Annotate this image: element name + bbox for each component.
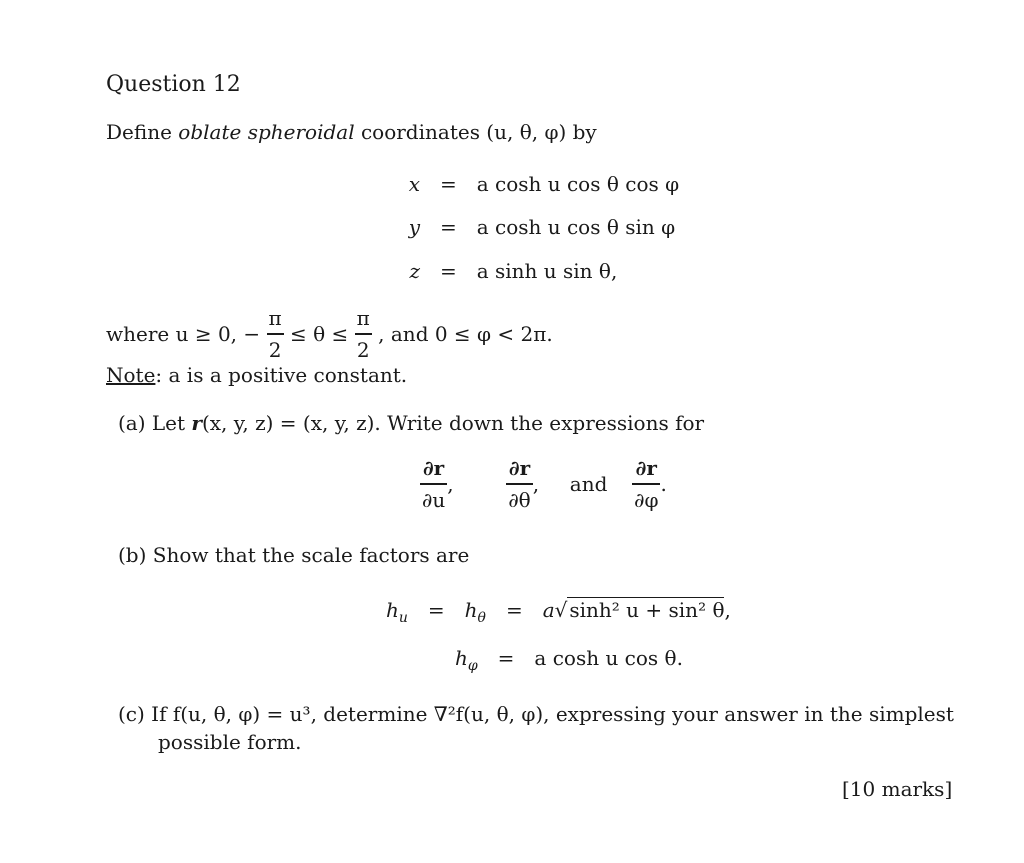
eq-sign: = <box>427 598 445 622</box>
note-line <box>106 362 407 388</box>
frac-num: π <box>268 306 282 330</box>
intro-prefix: Define <box>106 120 179 144</box>
frac-num: ∂r <box>635 456 657 480</box>
scale-factor-line-1 <box>386 597 731 626</box>
dr-dphi-fraction <box>632 455 660 513</box>
where-mid: ≤ θ ≤ <box>290 321 349 346</box>
eq-sign: = <box>439 215 457 239</box>
frac-bar <box>355 333 372 335</box>
frac-den: 2 <box>268 337 282 362</box>
frac-den: ∂φ <box>634 487 659 512</box>
part-a-line <box>118 410 704 436</box>
and-word: and <box>569 471 608 496</box>
part-a-prefix: Let <box>151 411 192 435</box>
eq-sign: = <box>497 646 515 670</box>
part-c-line-1 <box>118 701 954 727</box>
eq-lhs: y <box>408 215 420 239</box>
h-phi-rhs: a cosh u cos θ. <box>534 646 683 670</box>
frac-num: π <box>356 306 370 330</box>
part-a-suffix: (x, y, z) = (x, y, z). Write down the expressions for <box>201 411 705 435</box>
scale-factor-line-2 <box>455 645 683 674</box>
period: . <box>660 471 667 496</box>
part-a-derivatives <box>420 455 667 513</box>
frac-bar <box>506 483 532 485</box>
frac-bar <box>632 483 660 485</box>
part-c-line-2: possible form. <box>158 730 302 754</box>
frac-num: ∂r <box>423 456 445 480</box>
a-coeff: a <box>542 598 555 622</box>
where-suffix: , and 0 ≤ φ < 2π. <box>378 321 553 346</box>
part-b-text: Show that the scale factors are <box>152 543 470 567</box>
dr-du-fraction <box>420 455 447 513</box>
question-title: Question 12 <box>106 72 241 97</box>
part-a-label: (a) <box>118 411 146 435</box>
h-u: $h_u$ <box>386 598 408 626</box>
sqrt-sign-icon: √ <box>554 598 568 622</box>
frac-bar <box>267 333 284 335</box>
intro-emph: oblate spheroidal <box>178 120 355 144</box>
eq-sign: = <box>505 598 523 622</box>
frac-den: ∂u <box>422 487 446 512</box>
pi-over-2-fraction <box>267 305 284 363</box>
part-c-label: (c) <box>118 702 145 726</box>
frac-num: ∂r <box>508 456 531 480</box>
comma: , <box>447 471 454 496</box>
eq-rhs: a cosh u cos θ sin φ <box>476 215 676 239</box>
equation-z <box>390 258 617 284</box>
frac-den: 2 <box>356 337 370 362</box>
where-line <box>106 305 553 363</box>
intro-suffix: coordinates (u, θ, φ) by <box>354 120 597 144</box>
comma: , <box>532 471 540 496</box>
part-b-line <box>118 542 469 568</box>
part-c-text: If f(u, θ, φ) = u³, determine ∇²f(u, θ, φ), expressing your answer in the simplest <box>151 702 954 726</box>
where-prefix: where u ≥ 0, − <box>106 321 261 346</box>
sqrt-expression <box>555 597 725 623</box>
eq-rhs: a sinh u sin θ, <box>476 259 618 283</box>
note-text: : a is a positive constant. <box>155 363 408 387</box>
marks: [10 marks] <box>842 777 953 801</box>
note-label: Note <box>106 363 156 387</box>
r-vector: r <box>191 411 202 435</box>
frac-bar <box>420 483 447 485</box>
pi-over-2-fraction <box>355 305 372 363</box>
equation-x <box>390 171 679 197</box>
eq-sign: = <box>439 172 457 196</box>
h-theta: $h_\theta$ <box>464 598 486 626</box>
eq-lhs: z <box>409 259 420 283</box>
eq-sign: = <box>439 259 457 283</box>
radicand: sinh² u + sin² θ <box>569 598 725 622</box>
part-b-label: (b) <box>118 543 147 567</box>
eq-lhs: x <box>408 172 420 196</box>
frac-den: ∂θ <box>508 487 531 512</box>
h-phi: $h_\varphi$ <box>455 646 478 674</box>
dr-dtheta-fraction <box>506 455 532 513</box>
equation-y <box>390 214 675 240</box>
eq-rhs: a cosh u cos θ cos φ <box>476 172 680 196</box>
intro-line <box>106 119 597 145</box>
tail: , <box>724 598 731 622</box>
